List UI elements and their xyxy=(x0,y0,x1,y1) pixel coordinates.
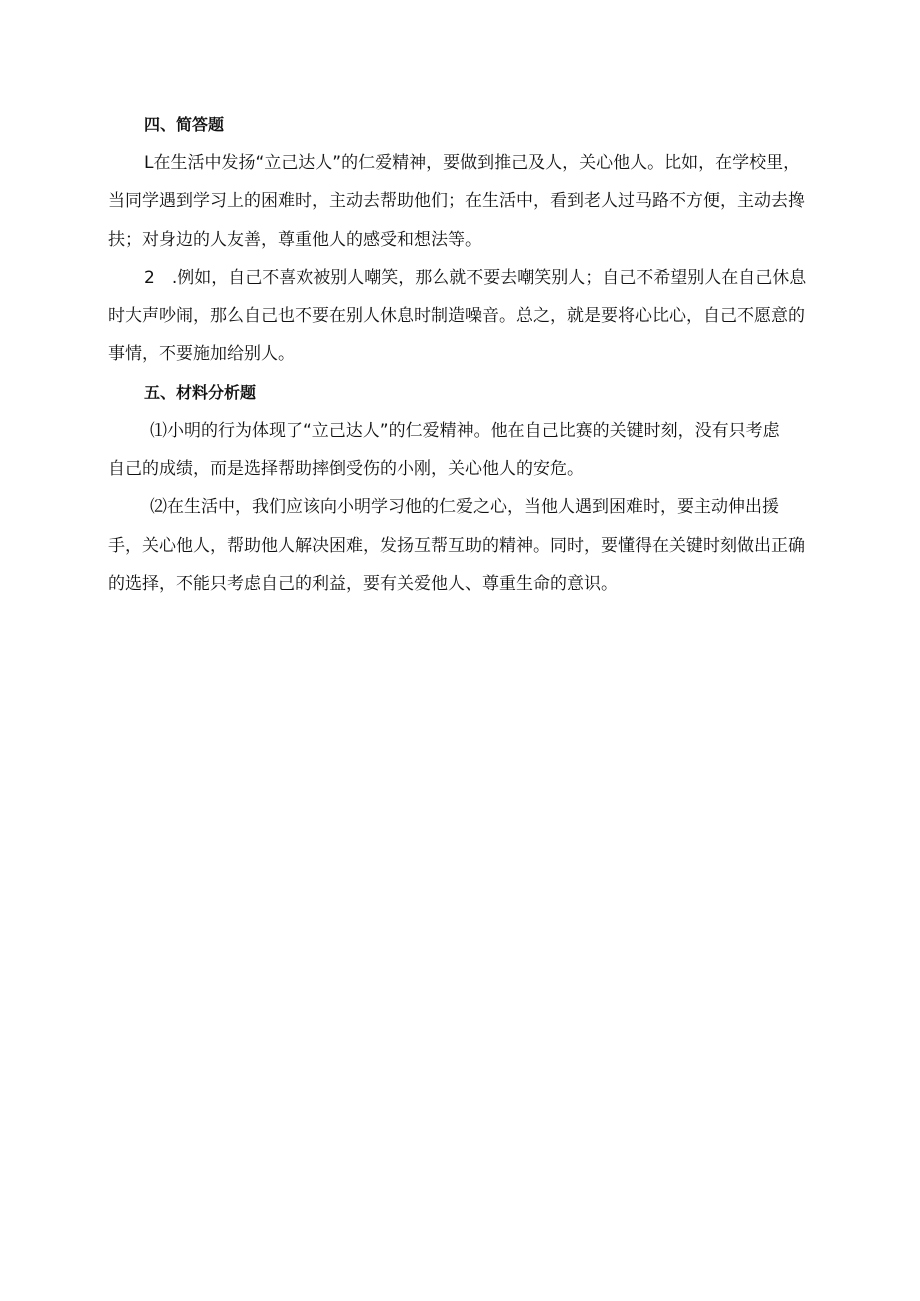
section-5-heading: 五、材料分析题 xyxy=(144,382,257,402)
paragraph-line: 时大声吵闹，那么自己也不要在别人休息时制造噪音。总之，就是要将心比心，自己不愿意的 xyxy=(108,306,805,327)
paragraph-line: 当同学遇到学习上的困难时，主动去帮助他们；在生活中，看到老人过马路不方便，主动去搀 xyxy=(108,191,805,212)
paragraph-line: 扶；对身边的人友善，尊重他人的感受和想法等。 xyxy=(108,229,482,250)
section-5-answer-1 xyxy=(108,412,812,489)
section-4-answer-1 xyxy=(108,144,812,259)
paragraph-line: 手，关心他人，帮助他人解决困难，发扬互帮互助的精神。同时，要懂得在关键时刻做出正确 xyxy=(108,535,805,556)
section-4-heading: 四、简答题 xyxy=(144,115,225,134)
section-4-answer-2 xyxy=(108,259,812,374)
paragraph-line: 事情，不要施加给别人。 xyxy=(108,344,295,365)
section-5-answer-2 xyxy=(108,488,812,603)
paragraph-line: ⑵在生活中，我们应该向小明学习他的仁爱之心，当他人遇到困难时，要主动伸出援 xyxy=(150,497,779,518)
paragraph-line: L在生活中发扬“立己达人”的仁爱精神，要做到推己及人，关心他人。比如，在学校里， xyxy=(144,153,801,173)
paragraph-line: 的选择，不能只考虑自己的利益，要有关爱他人、尊重生命的意识。 xyxy=(108,573,618,594)
paragraph-line: 自己的成绩，而是选择帮助摔倒受伤的小刚，关心他人的安危。 xyxy=(108,459,584,480)
paragraph-line: 2 .例如，自己不喜欢被别人嘲笑，那么就不要去嘲笑别人；自己不希望别人在自己休息 xyxy=(144,267,807,288)
paragraph-line: ⑴小明的行为体现了“立己达人”的仁爱精神。他在自己比赛的关键时刻，没有只考虑 xyxy=(150,420,780,441)
document-page xyxy=(108,106,812,603)
